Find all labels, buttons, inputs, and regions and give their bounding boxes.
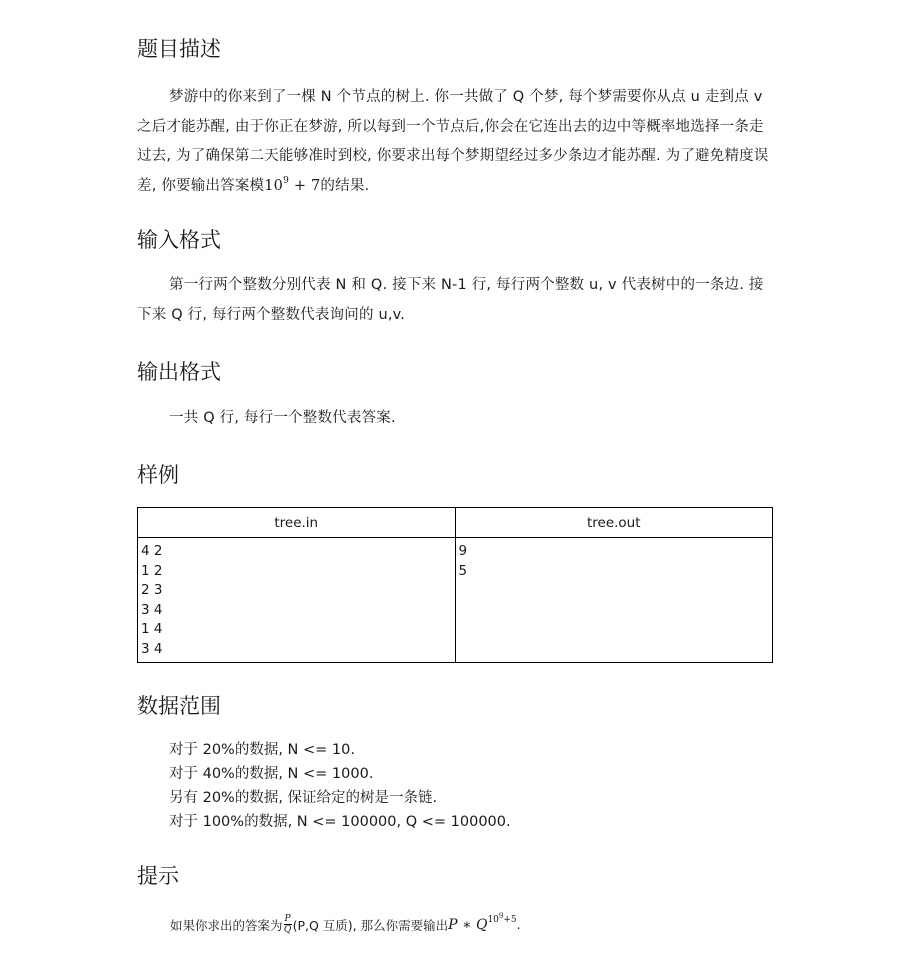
sample-input-line: 3 4 — [141, 640, 163, 657]
mod-plus: + 7 — [289, 177, 321, 194]
fraction-numerator: P — [284, 914, 291, 924]
description-text: 梦游中的你来到了一棵 N 个节点的树上. 你一共做了 Q 个梦, 每个梦需要你从点 u 走到点 v 之后才能苏醒, 由于你正在梦游, 所以每到一个节点后,你会在它连出去的边中等概率地选择一条走过去, 为了确保第二天能够准时到校, 你要求出每个梦期望经过多少条边才能苏醒. 为了避免精度误差, 你要输出答案模 — [137, 89, 769, 194]
hint-middle: (P,Q 互质), 那么你需要输出 — [292, 917, 449, 933]
answer-fraction — [284, 914, 292, 935]
exponent-rest: +5 — [503, 915, 517, 925]
exponent-base: 10 — [487, 915, 499, 925]
sample-output-filename: tree.out — [455, 508, 773, 538]
output-format-heading: 输出格式 — [137, 360, 221, 384]
constraints-heading: 数据范围 — [137, 694, 221, 718]
modulus-expression — [264, 175, 321, 194]
constraint-line: 另有 20%的数据, 保证给定的树是一条链. — [169, 790, 438, 806]
mod-exponent: 9 — [283, 175, 290, 186]
hint-heading: 提示 — [137, 864, 179, 888]
constraint-line: 对于 100%的数据, N <= 100000, Q <= 100000. — [169, 814, 511, 830]
sample-input-line: 1 4 — [141, 621, 163, 638]
constraint-line: 对于 20%的数据, N <= 10. — [169, 742, 355, 758]
output-format-text: 一共 Q 行, 每行一个整数代表答案. — [169, 410, 396, 426]
mod-base: 10 — [264, 177, 284, 194]
description-paragraph — [137, 83, 777, 201]
expression-base: P ∗ Q — [448, 917, 488, 933]
hint-text — [170, 914, 521, 935]
hint-suffix: . — [516, 917, 521, 932]
sample-output-cell — [455, 538, 773, 663]
description-heading: 题目描述 — [137, 37, 221, 61]
description-tail: 的结果. — [320, 177, 370, 194]
sample-input-line: 3 4 — [141, 601, 163, 618]
input-format-heading: 输入格式 — [137, 228, 221, 252]
sample-input-line: 2 3 — [141, 582, 163, 599]
fraction-denominator: Q — [283, 925, 292, 935]
sample-output-line: 5 — [458, 562, 468, 579]
exponent-power: 9 — [498, 912, 504, 920]
sample-input-filename: tree.in — [138, 508, 456, 538]
sample-input-line: 1 2 — [141, 562, 163, 579]
sample-input-line: 4 2 — [141, 543, 163, 559]
sample-table — [137, 507, 773, 663]
hint-prefix: 如果你求出的答案为 — [170, 917, 283, 933]
hint-expression — [448, 912, 517, 933]
sample-input-cell — [138, 538, 456, 663]
constraint-line: 对于 40%的数据, N <= 1000. — [169, 766, 374, 782]
sample-heading: 样例 — [137, 463, 179, 487]
sample-output-line: 9 — [458, 543, 468, 559]
input-format-text: 第一行两个整数分别代表 N 和 Q. 接下来 N-1 行, 每行两个整数 u, v 代表树中的一条边. 接下来 Q 行, 每行两个整数代表询问的 u,v. — [137, 277, 764, 323]
